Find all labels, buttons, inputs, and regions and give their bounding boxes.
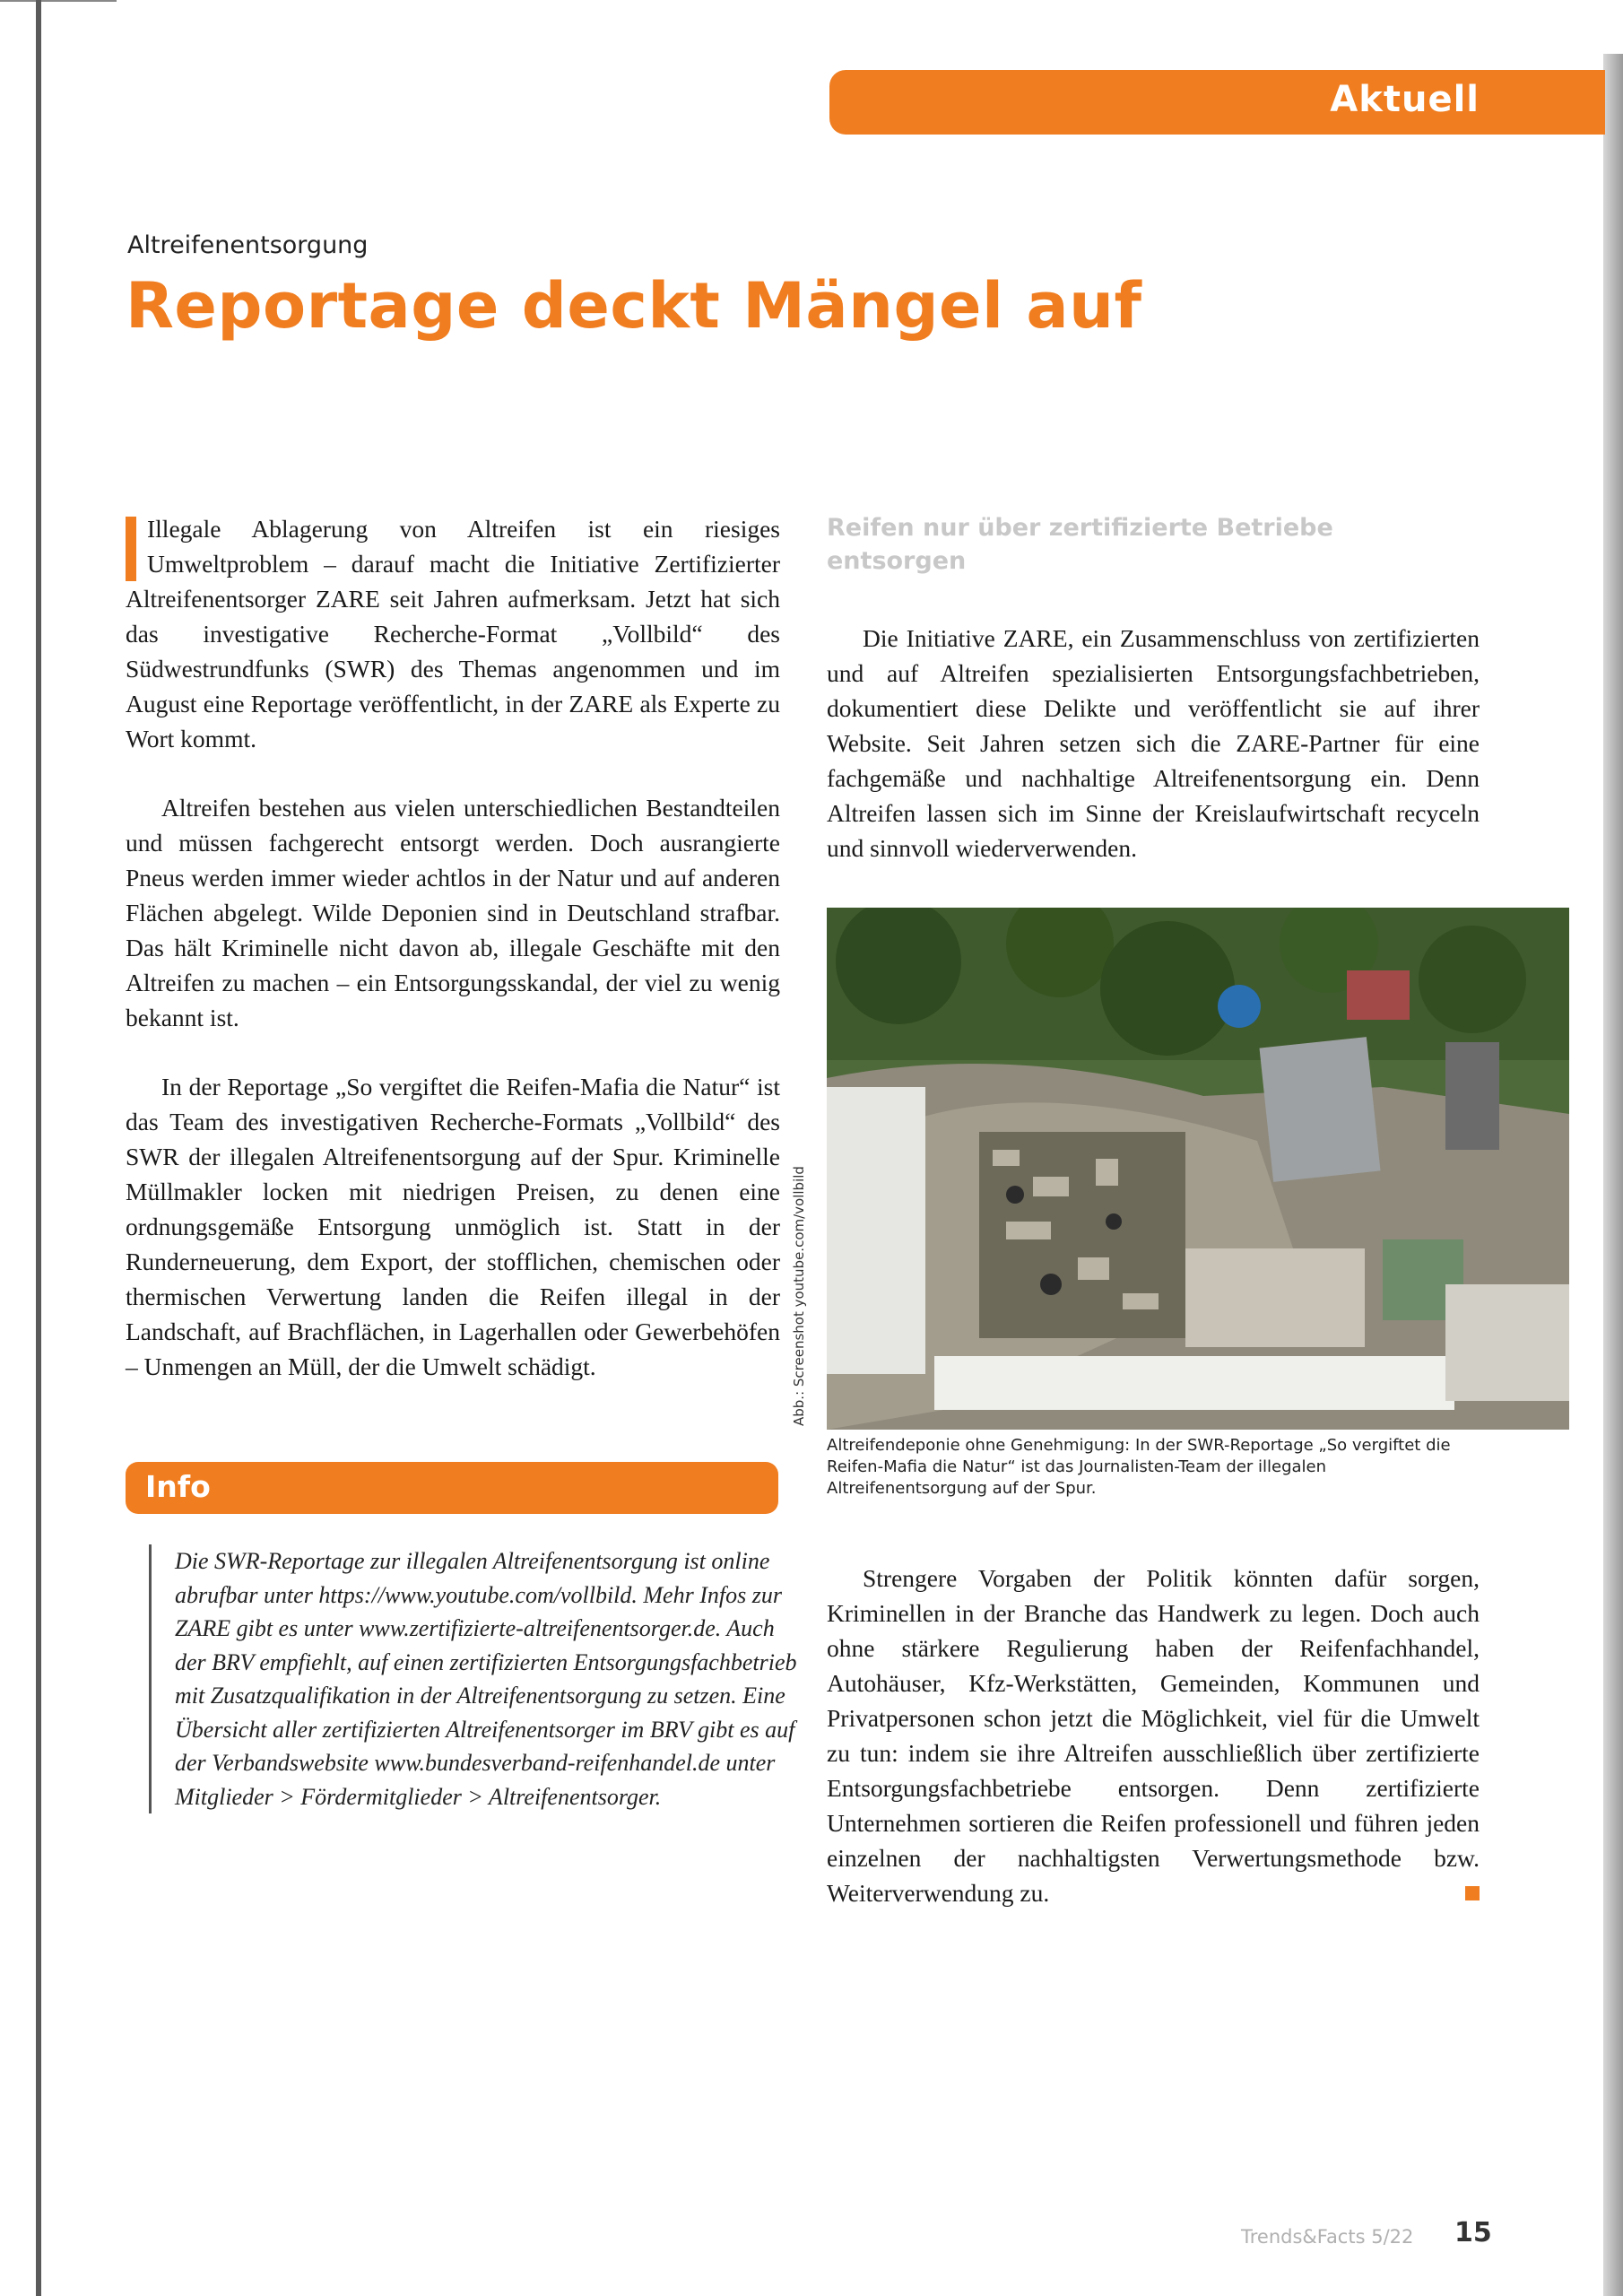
end-of-article-mark: [1465, 1886, 1480, 1900]
page-edge-left: [36, 0, 41, 2296]
left-column: [126, 511, 780, 1418]
article-title: Reportage deckt Mängel auf: [126, 269, 1142, 343]
paragraph-2: Altreifen bestehen aus vielen unterschiedlichen Bestandteilen und müssen fachgerecht entsorgt werden. Doch ausrangierte Pneus werden immer wieder achtlos in der Natur und auf anderen Flächen abgelegt. Wilde Deponien sind in Deutschland strafbar. Das hält Kriminelle nicht davon ab, illegale Geschäfte mit den Altreifen zu machen – ein Entsorgungsskandal, der viel zu wenig bekannt ist.: [126, 794, 780, 1031]
article-kicker: Altreifenentsorgung: [127, 231, 369, 259]
right-subhead: Reifen nur über zertifizierte Betriebe entsorgen: [827, 514, 1333, 575]
intro-paragraph: [126, 511, 780, 756]
right-column-top: [827, 511, 1480, 900]
dropcap-bar: [126, 517, 136, 581]
photo-credit-text: Abb.: Screenshot youtube.com/vollbild: [791, 1166, 807, 1426]
aerial-photo-illustration: [827, 908, 1569, 1430]
info-box: [149, 1544, 803, 1813]
right-paragraph-2-text: Strengere Vorgaben der Politik könnten dafür sorgen, Kriminellen in der Branche das Handwerk zu legen. Doch auch ohne stärkere Regulierung haben der Reifenfachhandel, Autohäuser, Kfz-Werkstätten, Gemeinden, Kommunen und Privatpersonen schon jetzt die Möglichkeit, viel für die Umwelt zu tun: indem sie ihre Altreifen ausschließlich über zertifizierte Entsorgungsfachbetriebe entsorgen. Denn zertifizierte Unternehmen sortieren die Reifen professionell und führen jeden einzelnen der nachhaltigsten Verwertungsmethode bzw. Weiterverwendung zu.: [827, 1564, 1480, 1907]
info-text: Die SWR-Reportage zur illegalen Altreifenentsorgung ist online abrufbar unter https://www.youtube.com/vollbild. Mehr Infos zur ZARE gibt es unter www.zertifizierte-altreifenentsorger.de. Auch der BRV empfiehlt, auf einen zertifizierten Entsorgungsfachbetrieb mit Zusatzqualifikation in der Altreifenentsorgung zu setzen. Eine Übersicht aller zertifizierten Altreifenentsorger im BRV gibt es auf der Verbandswebsite www.bundesverband-reifenhandel.de unter Mitglieder > Fördermitglieder > Altreifenentsorger.: [175, 1548, 797, 1810]
section-tab: [829, 70, 1605, 135]
info-tab: [126, 1462, 778, 1514]
aerial-photo: [827, 908, 1569, 1430]
footer-page-number: 15: [1454, 2217, 1492, 2248]
photo-caption: Altreifendeponie ohne Genehmigung: In der SWR-Reportage „So vergiftet die Reifen-Mafia die Natur“ ist das Journalisten-Team der illegalen Altreifenentsorgung auf der Spur.: [827, 1436, 1451, 1498]
paragraph-3: In der Reportage „So vergiftet die Reifen-Mafia die Natur“ ist das Team des investigativen Recherche-Formats „Vollbild“ des SWR der illegalen Altreifenentsorgung auf der Spur. Kriminelle Müllmakler locken mit niedrigen Preisen, zu denen eine ordnungsgemäße Entsorgung unmöglich ist. Statt in der Runderneuerung, dem Export, der stofflichen, chemischen oder thermischen Verwertung landen die Reifen illegal in der Landschaft, auf Brachflächen, in Lagerhallen oder Gewerbehöfen – Unmengen an Müll, der die Umwelt schädigt.: [126, 1073, 780, 1380]
right-column-bottom: [827, 1561, 1480, 1944]
page-edge-right: [1603, 54, 1623, 2296]
footer-magazine: Trends&Facts 5/22: [1241, 2226, 1414, 2248]
section-label: Aktuell: [1330, 79, 1480, 120]
page-edge-top: [0, 0, 117, 2]
intro-text: Illegale Ablagerung von Altreifen ist ein riesiges Umweltproblem – darauf macht die Initiative Zertifizierter Altreifenentsorger ZARE seit Jahren aufmerksam. Jetzt hat sich das investigative Recherche-Format „Vollbild“ des Südwestrundfunks (SWR) des Themas angenommen und im August eine Reportage veröffentlicht, in der ZARE als Experte zu Wort kommt.: [126, 515, 780, 752]
right-paragraph-2: [827, 1561, 1480, 1910]
info-title: Info: [145, 1469, 211, 1504]
photo-credit: [791, 1166, 818, 1426]
right-paragraph-1: Die Initiative ZARE, ein Zusammenschluss von zertifizierten und auf Altreifen spezialisierten Entsorgungsfachbetrieben, dokumentiert diese Delikte und veröffentlicht sie auf ihrer Website. Seit Jahren setzen sich die ZARE-Partner für eine fachgemäße und nachhaltige Altreifenentsorgung ein. Denn Altreifen lassen sich im Sinne der Kreislaufwirtschaft recyceln und sinnvoll wiederverwenden.: [827, 624, 1480, 862]
